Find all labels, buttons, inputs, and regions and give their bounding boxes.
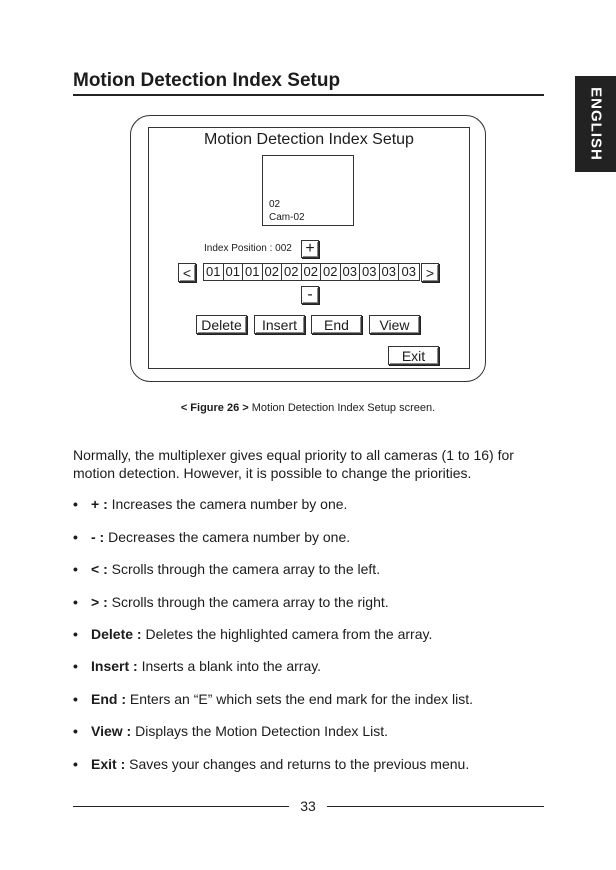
list-item-text: Decreases the camera number by one.: [108, 529, 351, 545]
minus-button[interactable]: -: [301, 286, 319, 304]
array-cell[interactable]: 01: [224, 264, 244, 280]
bullet-icon: •: [73, 723, 78, 739]
list-item: [73, 690, 473, 708]
list-item: [73, 625, 432, 643]
view-button[interactable]: View: [369, 315, 420, 334]
delete-button[interactable]: Delete: [196, 315, 247, 334]
language-tab: [575, 76, 616, 172]
figure-number: < Figure 26 >: [180, 402, 249, 414]
list-item: [73, 755, 469, 773]
screen-title: Motion Detection Index Setup: [204, 131, 414, 148]
array-cell[interactable]: 03: [380, 264, 400, 280]
list-item-key: End :: [91, 691, 126, 707]
figure-caption: [0, 402, 616, 414]
array-cell[interactable]: 03: [341, 264, 361, 280]
bullet-icon: •: [73, 658, 78, 674]
insert-button[interactable]: Insert: [254, 315, 305, 334]
list-item-key: + :: [91, 496, 108, 512]
array-cell[interactable]: 01: [204, 264, 224, 280]
list-item: [73, 722, 388, 740]
footer-rule-left: [73, 806, 289, 807]
page-number: 33: [300, 798, 316, 814]
bullet-icon: •: [73, 529, 78, 545]
list-item-key: View :: [91, 723, 132, 739]
end-button[interactable]: End: [311, 315, 362, 334]
list-item-key: Exit :: [91, 756, 126, 772]
list-item-key: < :: [91, 561, 108, 577]
page-heading: Motion Detection Index Setup: [73, 70, 544, 96]
bullet-icon: •: [73, 496, 78, 512]
list-item: [73, 495, 347, 513]
list-item-text: Saves your changes and returns to the previous menu.: [129, 756, 470, 772]
list-item: [73, 593, 389, 611]
list-item-text: Increases the camera number by one.: [111, 496, 348, 512]
array-cell[interactable]: 01: [243, 264, 263, 280]
camera-array: [203, 263, 420, 281]
list-item-text: Scrolls through the camera array to the left.: [111, 561, 381, 577]
list-item-text: Inserts a blank into the array.: [141, 658, 322, 674]
scroll-left-button[interactable]: <: [178, 263, 196, 282]
plus-button[interactable]: +: [301, 240, 319, 258]
list-item-text: Scrolls through the camera array to the right.: [111, 594, 389, 610]
list-item-text: Enters an “E” which sets the end mark for the index list.: [129, 691, 474, 707]
index-position-label: Index Position : 002: [204, 243, 292, 254]
language-tab-label: ENGLISH: [587, 87, 604, 161]
array-cell[interactable]: 02: [321, 264, 341, 280]
array-cell[interactable]: 03: [401, 264, 416, 279]
list-item: [73, 560, 380, 578]
list-item-key: > :: [91, 594, 108, 610]
array-cell[interactable]: 03: [360, 264, 380, 280]
list-item: [73, 528, 350, 546]
bullet-icon: •: [73, 594, 78, 610]
footer-rule-right: [327, 806, 544, 807]
intro-paragraph: Normally, the multiplexer gives equal priority to all cameras (1 to 16) for motion detection. However, it is possible to change the priorities.: [73, 447, 514, 481]
list-item-key: Insert :: [91, 658, 138, 674]
list-item-key: Delete :: [91, 626, 142, 642]
preview-camera-name: Cam-02: [269, 212, 305, 223]
figure-caption-text: Motion Detection Index Setup screen.: [248, 402, 436, 414]
bullet-icon: •: [73, 561, 78, 577]
list-item: [73, 657, 321, 675]
list-item-text: Displays the Motion Detection Index List.: [135, 723, 388, 739]
scroll-right-button[interactable]: >: [421, 263, 439, 282]
array-cell[interactable]: 02: [282, 264, 302, 280]
array-cell[interactable]: 02: [263, 264, 283, 280]
bullet-icon: •: [73, 626, 78, 642]
list-item-text: Deletes the highlighted camera from the array.: [145, 626, 433, 642]
bullet-icon: •: [73, 691, 78, 707]
preview-camera-number: 02: [269, 199, 281, 210]
exit-button[interactable]: Exit: [388, 346, 439, 365]
array-cell[interactable]: 02: [302, 264, 322, 280]
bullet-icon: •: [73, 756, 78, 772]
list-item-key: - :: [91, 529, 105, 545]
camera-preview: [262, 155, 354, 226]
